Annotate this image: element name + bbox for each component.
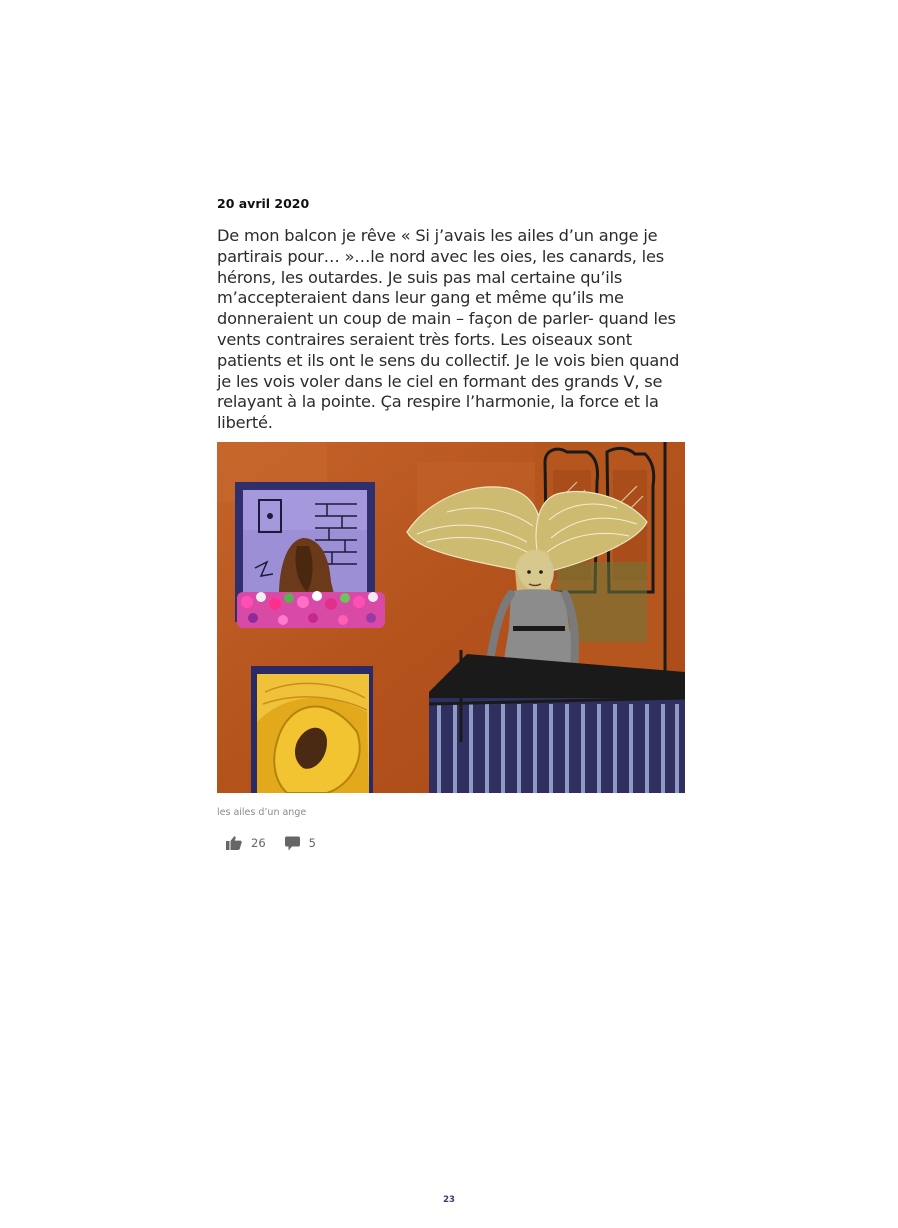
page-number: 23 xyxy=(443,1195,455,1205)
thumbs-up-icon xyxy=(226,836,242,850)
like-button[interactable] xyxy=(226,836,266,850)
post-image[interactable] xyxy=(217,442,685,793)
image-caption: les ailes d’un ange xyxy=(217,807,307,818)
comment-bubble-icon xyxy=(285,836,300,851)
reactions-bar xyxy=(226,834,335,852)
comment-count: 5 xyxy=(308,836,316,850)
post-date: 20 avril 2020 xyxy=(217,196,310,211)
comment-button[interactable] xyxy=(285,836,316,851)
angel-balcony-painting xyxy=(217,442,685,793)
post-body-text: De mon balcon je rêve « Si j’avais les ailes d’un ange je partirais pour… »…le nord avec les oies, les canards, les hérons, les outardes. Je suis pas mal certaine qu’ils m’accepteraient dans leur gang et même qu’ils me donneraient un coup de main – façon de parler- quand les vents contraires seraient très forts. Les oiseaux sont patients et ils ont le sens du collectif. Je le vois bien quand je les vois voler dans le ciel en formant des grands V, se relayant à la pointe. Ça respire l’harmonie, la force et la liberté. xyxy=(217,226,680,433)
like-count: 26 xyxy=(251,836,266,850)
